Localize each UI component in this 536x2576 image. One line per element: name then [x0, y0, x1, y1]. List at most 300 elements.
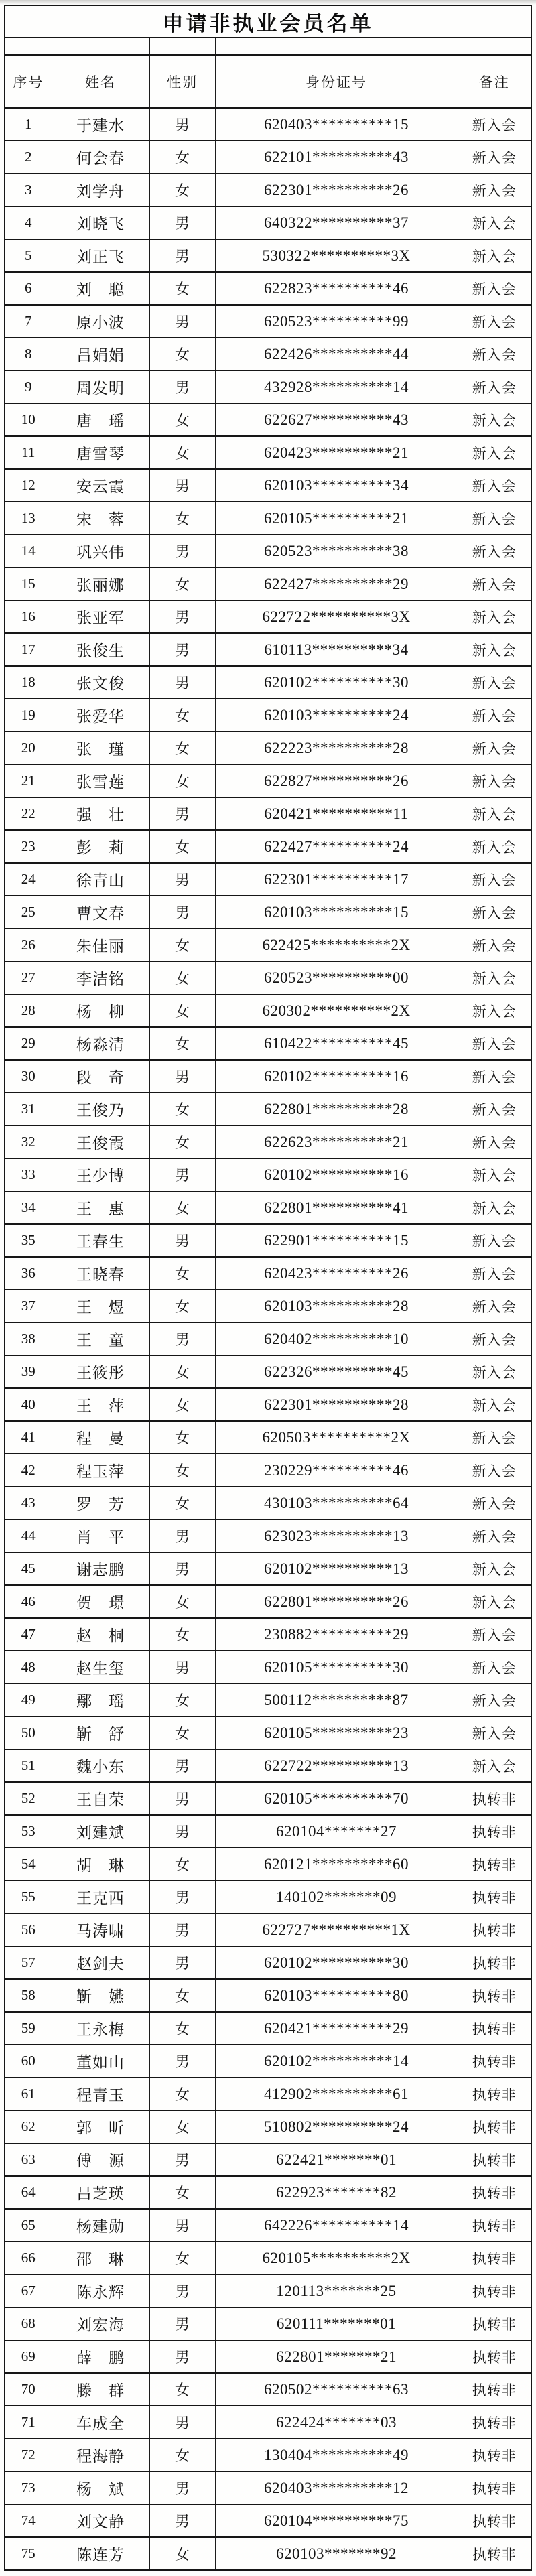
cell-note: 新入会: [458, 1454, 531, 1487]
cell-note: 新入会: [458, 469, 531, 502]
cell-name: 张俊生: [52, 633, 149, 666]
cell-no: 50: [5, 1716, 52, 1749]
cell-gender: 女: [149, 436, 215, 469]
cell-no: 12: [5, 469, 52, 502]
cell-gender: 女: [149, 1684, 215, 1716]
table-row: [5, 2242, 531, 2275]
cell-gender: 女: [149, 2012, 215, 2045]
table-row: [5, 1060, 531, 1093]
table-row: [5, 1126, 531, 1158]
table-row: [5, 896, 531, 929]
cell-name: 董如山: [52, 2045, 149, 2078]
cell-note: 新入会: [458, 108, 531, 141]
cell-note: 执转非: [458, 1946, 531, 1979]
cell-name: 段 奇: [52, 1060, 149, 1093]
cell-name: 王 萍: [52, 1388, 149, 1421]
cell-gender: 男: [149, 863, 215, 896]
cell-gender: 女: [149, 2537, 215, 2570]
table-row: [5, 370, 531, 403]
cell-id: 620503**********2X: [215, 1421, 458, 1454]
cell-note: 新入会: [458, 338, 531, 370]
cell-gender: 男: [149, 600, 215, 633]
cell-note: 执转非: [458, 2537, 531, 2570]
cell-gender: 女: [149, 2176, 215, 2209]
cell-name: 陈连芳: [52, 2537, 149, 2570]
cell-gender: 女: [149, 141, 215, 174]
table-row: [5, 469, 531, 502]
cell-name: 刘建斌: [52, 1815, 149, 1848]
roster-body: [5, 108, 531, 2570]
cell-id: 622727**********1X: [215, 1913, 458, 1946]
table-row: [5, 994, 531, 1027]
membership-roster-table: [4, 5, 532, 2571]
cell-note: 新入会: [458, 1421, 531, 1454]
cell-note: 执转非: [458, 2340, 531, 2373]
table-row: [5, 1323, 531, 1355]
cell-name: 王俊霞: [52, 1126, 149, 1158]
spacer-row: [5, 38, 531, 55]
cell-note: 新入会: [458, 1060, 531, 1093]
cell-no: 48: [5, 1651, 52, 1684]
cell-id: 622827**********26: [215, 764, 458, 797]
cell-note: 新入会: [458, 863, 531, 896]
cell-gender: 男: [149, 305, 215, 338]
cell-id: 230229**********46: [215, 1454, 458, 1487]
cell-note: 执转非: [458, 1815, 531, 1848]
table-row: [5, 567, 531, 600]
cell-note: 执转非: [458, 2471, 531, 2504]
table-row: [5, 2537, 531, 2570]
cell-name: 程 曼: [52, 1421, 149, 1454]
cell-no: 22: [5, 797, 52, 830]
cell-id: 140102*******09: [215, 1881, 458, 1913]
cell-note: 新入会: [458, 1224, 531, 1257]
cell-id: 620102**********30: [215, 1946, 458, 1979]
cell-id: 620105**********30: [215, 1651, 458, 1684]
table-row: [5, 1913, 531, 1946]
cell-gender: 男: [149, 2209, 215, 2242]
cell-id: 622427**********29: [215, 567, 458, 600]
cell-id: 500112**********87: [215, 1684, 458, 1716]
table-row: [5, 633, 531, 666]
cell-name: 王晓春: [52, 1257, 149, 1290]
cell-id: 430103**********64: [215, 1487, 458, 1519]
table-row: [5, 1027, 531, 1060]
cell-id: 622901**********15: [215, 1224, 458, 1257]
cell-no: 62: [5, 2110, 52, 2143]
table-row: [5, 929, 531, 961]
cell-gender: 女: [149, 1355, 215, 1388]
spacer-cell-gender: [149, 38, 215, 55]
cell-no: 65: [5, 2209, 52, 2242]
cell-id: 412902**********61: [215, 2078, 458, 2110]
table-row: [5, 2439, 531, 2471]
cell-name: 赵生玺: [52, 1651, 149, 1684]
cell-note: 执转非: [458, 1848, 531, 1881]
cell-name: 魏小东: [52, 1749, 149, 1782]
cell-note: 新入会: [458, 567, 531, 600]
cell-gender: 男: [149, 1552, 215, 1585]
cell-no: 17: [5, 633, 52, 666]
cell-name: 于建水: [52, 108, 149, 141]
cell-note: 新入会: [458, 1585, 531, 1618]
cell-no: 75: [5, 2537, 52, 2570]
cell-id: 620403**********12: [215, 2471, 458, 2504]
cell-id: 620103**********15: [215, 896, 458, 929]
cell-note: 新入会: [458, 1716, 531, 1749]
cell-gender: 女: [149, 272, 215, 305]
cell-id: 620105**********70: [215, 1782, 458, 1815]
cell-note: 新入会: [458, 436, 531, 469]
cell-note: 新入会: [458, 1027, 531, 1060]
spacer-cell-note: [458, 38, 531, 55]
cell-name: 王 煜: [52, 1290, 149, 1323]
cell-gender: 女: [149, 2078, 215, 2110]
cell-note: 执转非: [458, 1782, 531, 1815]
cell-id: 622301**********26: [215, 174, 458, 206]
table-row: [5, 1585, 531, 1618]
cell-id: 622424*******03: [215, 2406, 458, 2439]
cell-no: 5: [5, 239, 52, 272]
cell-gender: 女: [149, 1027, 215, 1060]
cell-gender: 男: [149, 1749, 215, 1782]
cell-name: 车成全: [52, 2406, 149, 2439]
cell-gender: 男: [149, 2340, 215, 2373]
cell-gender: 男: [149, 1815, 215, 1848]
cell-note: 新入会: [458, 272, 531, 305]
cell-note: 新入会: [458, 929, 531, 961]
cell-gender: 女: [149, 2242, 215, 2275]
cell-id: 622101**********43: [215, 141, 458, 174]
cell-no: 18: [5, 666, 52, 699]
cell-no: 35: [5, 1224, 52, 1257]
cell-name: 程海静: [52, 2439, 149, 2471]
cell-note: 执转非: [458, 2012, 531, 2045]
cell-note: 执转非: [458, 2078, 531, 2110]
table-row: [5, 1454, 531, 1487]
cell-name: 胡 琳: [52, 1848, 149, 1881]
cell-note: 新入会: [458, 1388, 531, 1421]
cell-no: 40: [5, 1388, 52, 1421]
table-row: [5, 1782, 531, 1815]
table-row: [5, 108, 531, 141]
cell-no: 57: [5, 1946, 52, 1979]
table-row: [5, 1716, 531, 1749]
cell-no: 14: [5, 535, 52, 567]
cell-no: 33: [5, 1158, 52, 1191]
cell-note: 新入会: [458, 961, 531, 994]
cell-gender: 男: [149, 1519, 215, 1552]
cell-name: 罗 芳: [52, 1487, 149, 1519]
table-row: [5, 535, 531, 567]
cell-id: 620302**********2X: [215, 994, 458, 1027]
cell-id: 622223**********28: [215, 732, 458, 764]
cell-name: 强 壮: [52, 797, 149, 830]
cell-id: 620121**********60: [215, 1848, 458, 1881]
cell-no: 49: [5, 1684, 52, 1716]
cell-gender: 女: [149, 1979, 215, 2012]
table-row: [5, 1618, 531, 1651]
cell-id: 620111*******01: [215, 2307, 458, 2340]
cell-gender: 男: [149, 1060, 215, 1093]
cell-id: 622801**********41: [215, 1191, 458, 1224]
table-row: [5, 436, 531, 469]
cell-name: 王 童: [52, 1323, 149, 1355]
table-row: [5, 1421, 531, 1454]
cell-name: 赵 桐: [52, 1618, 149, 1651]
cell-gender: 女: [149, 1454, 215, 1487]
cell-no: 11: [5, 436, 52, 469]
cell-name: 靳 嬿: [52, 1979, 149, 2012]
cell-id: 620421**********29: [215, 2012, 458, 2045]
cell-id: 620523**********99: [215, 305, 458, 338]
cell-no: 28: [5, 994, 52, 1027]
table-row: [5, 2307, 531, 2340]
cell-name: 王春生: [52, 1224, 149, 1257]
table-row: [5, 2406, 531, 2439]
table-row: [5, 797, 531, 830]
cell-name: 邵 琳: [52, 2242, 149, 2275]
cell-note: 新入会: [458, 502, 531, 535]
cell-gender: 男: [149, 1946, 215, 1979]
cell-note: 执转非: [458, 2110, 531, 2143]
cell-id: 610422**********45: [215, 1027, 458, 1060]
cell-no: 30: [5, 1060, 52, 1093]
cell-no: 44: [5, 1519, 52, 1552]
cell-no: 39: [5, 1355, 52, 1388]
table-row: [5, 1815, 531, 1848]
cell-no: 31: [5, 1093, 52, 1126]
column-header-row: [5, 55, 531, 108]
table-row: [5, 2110, 531, 2143]
cell-no: 36: [5, 1257, 52, 1290]
cell-id: 620403**********15: [215, 108, 458, 141]
cell-no: 23: [5, 830, 52, 863]
cell-name: 张雪莲: [52, 764, 149, 797]
cell-gender: 男: [149, 2307, 215, 2340]
cell-no: 41: [5, 1421, 52, 1454]
cell-no: 71: [5, 2406, 52, 2439]
cell-gender: 女: [149, 1421, 215, 1454]
cell-gender: 男: [149, 1323, 215, 1355]
cell-note: 新入会: [458, 666, 531, 699]
cell-no: 66: [5, 2242, 52, 2275]
cell-note: 新入会: [458, 535, 531, 567]
table-row: [5, 1684, 531, 1716]
cell-name: 程玉萍: [52, 1454, 149, 1487]
cell-id: 120113*******25: [215, 2275, 458, 2307]
table-row: [5, 1979, 531, 2012]
cell-note: 新入会: [458, 1323, 531, 1355]
table-row: [5, 272, 531, 305]
cell-gender: 男: [149, 797, 215, 830]
cell-gender: 女: [149, 1848, 215, 1881]
cell-no: 19: [5, 699, 52, 732]
cell-name: 程青玉: [52, 2078, 149, 2110]
table-row: [5, 2078, 531, 2110]
cell-gender: 女: [149, 403, 215, 436]
cell-no: 37: [5, 1290, 52, 1323]
table-row: [5, 1355, 531, 1388]
cell-name: 安云霞: [52, 469, 149, 502]
cell-id: 622427**********24: [215, 830, 458, 863]
cell-note: 新入会: [458, 797, 531, 830]
cell-gender: 男: [149, 108, 215, 141]
cell-name: 王少博: [52, 1158, 149, 1191]
cell-no: 72: [5, 2439, 52, 2471]
cell-note: 执转非: [458, 2242, 531, 2275]
cell-note: 执转非: [458, 2209, 531, 2242]
cell-name: 张丽娜: [52, 567, 149, 600]
cell-name: 王克西: [52, 1881, 149, 1913]
cell-no: 56: [5, 1913, 52, 1946]
spacer-cell-name: [52, 38, 149, 55]
cell-name: 王筱彤: [52, 1355, 149, 1388]
cell-id: 530322**********3X: [215, 239, 458, 272]
cell-no: 4: [5, 206, 52, 239]
table-row: [5, 1093, 531, 1126]
cell-note: 新入会: [458, 1158, 531, 1191]
cell-note: 新入会: [458, 1684, 531, 1716]
cell-no: 54: [5, 1848, 52, 1881]
cell-no: 74: [5, 2504, 52, 2537]
cell-note: 新入会: [458, 1651, 531, 1684]
cell-note: 新入会: [458, 239, 531, 272]
cell-name: 刘文静: [52, 2504, 149, 2537]
cell-id: 130404**********49: [215, 2439, 458, 2471]
cell-name: 宋 蓉: [52, 502, 149, 535]
cell-id: 620423**********26: [215, 1257, 458, 1290]
cell-no: 3: [5, 174, 52, 206]
cell-name: 张亚军: [52, 600, 149, 633]
cell-no: 43: [5, 1487, 52, 1519]
cell-gender: 女: [149, 1716, 215, 1749]
cell-id: 620103*******92: [215, 2537, 458, 2570]
cell-name: 刘 聪: [52, 272, 149, 305]
table-row: [5, 174, 531, 206]
table-row: [5, 403, 531, 436]
cell-gender: 男: [149, 535, 215, 567]
cell-id: 620523**********38: [215, 535, 458, 567]
table-row: [5, 2275, 531, 2307]
cell-id: 622801**********26: [215, 1585, 458, 1618]
cell-id: 620423**********21: [215, 436, 458, 469]
table-row: [5, 2471, 531, 2504]
cell-no: 58: [5, 1979, 52, 2012]
cell-gender: 女: [149, 1257, 215, 1290]
cell-gender: 男: [149, 1782, 215, 1815]
cell-id: 622421*******01: [215, 2143, 458, 2176]
cell-name: 杨淼清: [52, 1027, 149, 1060]
cell-note: 新入会: [458, 1257, 531, 1290]
table-row: [5, 1487, 531, 1519]
cell-no: 6: [5, 272, 52, 305]
cell-gender: 女: [149, 961, 215, 994]
cell-no: 47: [5, 1618, 52, 1651]
cell-gender: 男: [149, 666, 215, 699]
cell-no: 10: [5, 403, 52, 436]
table-row: [5, 2143, 531, 2176]
table-row: [5, 502, 531, 535]
cell-name: 刘宏海: [52, 2307, 149, 2340]
cell-name: 刘学舟: [52, 174, 149, 206]
cell-name: 原小波: [52, 305, 149, 338]
cell-note: 执转非: [458, 2406, 531, 2439]
cell-no: 16: [5, 600, 52, 633]
cell-note: 执转非: [458, 2045, 531, 2078]
cell-no: 46: [5, 1585, 52, 1618]
table-row: [5, 1519, 531, 1552]
cell-gender: 男: [149, 1224, 215, 1257]
cell-name: 王永梅: [52, 2012, 149, 2045]
title-row: [5, 5, 531, 38]
cell-id: 620104*******27: [215, 1815, 458, 1848]
cell-id: 620104**********75: [215, 2504, 458, 2537]
cell-gender: 男: [149, 370, 215, 403]
cell-name: 谢志鹏: [52, 1552, 149, 1585]
cell-gender: 女: [149, 929, 215, 961]
cell-id: 620102**********13: [215, 1552, 458, 1585]
column-header-id: 身份证号: [215, 55, 458, 108]
cell-name: 巩兴伟: [52, 535, 149, 567]
cell-note: 新入会: [458, 1290, 531, 1323]
cell-gender: 男: [149, 469, 215, 502]
table-row: [5, 2176, 531, 2209]
table-row: [5, 2012, 531, 2045]
cell-id: 622326**********45: [215, 1355, 458, 1388]
cell-name: 吕娟娟: [52, 338, 149, 370]
cell-note: 新入会: [458, 1191, 531, 1224]
cell-id: 620103**********34: [215, 469, 458, 502]
cell-name: 彭 莉: [52, 830, 149, 863]
table-row: [5, 830, 531, 863]
cell-gender: 女: [149, 732, 215, 764]
cell-no: 2: [5, 141, 52, 174]
cell-no: 68: [5, 2307, 52, 2340]
table-row: [5, 863, 531, 896]
cell-no: 42: [5, 1454, 52, 1487]
cell-note: 新入会: [458, 206, 531, 239]
table-row: [5, 239, 531, 272]
cell-name: 徐青山: [52, 863, 149, 896]
cell-no: 55: [5, 1881, 52, 1913]
cell-name: 杨建勋: [52, 2209, 149, 2242]
cell-gender: 女: [149, 502, 215, 535]
table-row: [5, 699, 531, 732]
cell-no: 27: [5, 961, 52, 994]
cell-no: 67: [5, 2275, 52, 2307]
cell-id: 622722**********3X: [215, 600, 458, 633]
table-row: [5, 732, 531, 764]
cell-name: 鄢 瑶: [52, 1684, 149, 1716]
spacer-cell-id: [215, 38, 458, 55]
cell-no: 29: [5, 1027, 52, 1060]
cell-no: 25: [5, 896, 52, 929]
cell-no: 69: [5, 2340, 52, 2373]
cell-gender: 女: [149, 764, 215, 797]
cell-id: 610113**********34: [215, 633, 458, 666]
cell-id: 622627**********43: [215, 403, 458, 436]
cell-note: 新入会: [458, 1749, 531, 1782]
cell-name: 郭 昕: [52, 2110, 149, 2143]
cell-note: 新入会: [458, 1093, 531, 1126]
cell-id: 620421**********11: [215, 797, 458, 830]
cell-gender: 女: [149, 1618, 215, 1651]
cell-no: 20: [5, 732, 52, 764]
cell-id: 620102**********16: [215, 1060, 458, 1093]
cell-note: 新入会: [458, 1126, 531, 1158]
cell-gender: 女: [149, 567, 215, 600]
